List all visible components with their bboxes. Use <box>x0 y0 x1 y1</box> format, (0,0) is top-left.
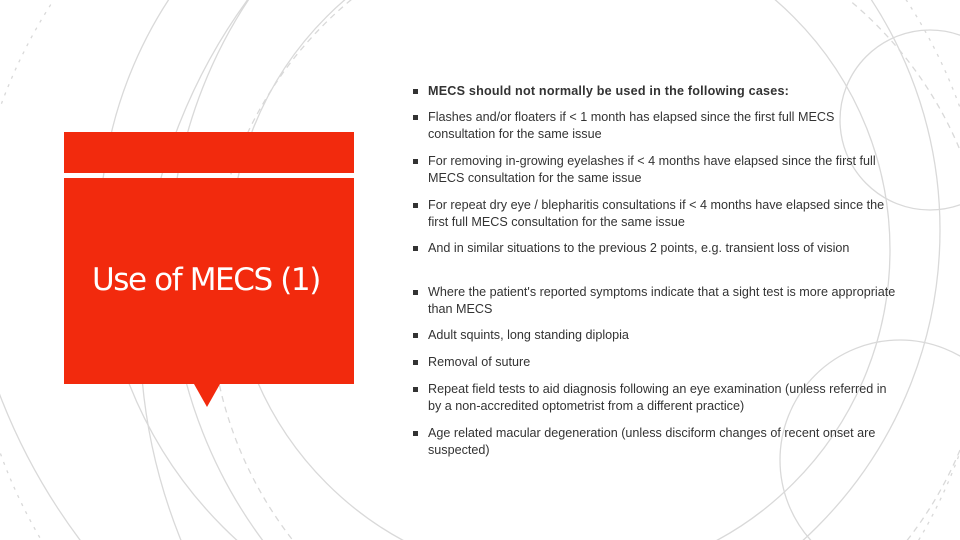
list-item <box>413 381 903 415</box>
list-item <box>413 153 903 187</box>
square-bullet-icon <box>413 290 418 295</box>
square-bullet-icon <box>413 246 418 251</box>
square-bullet-icon <box>413 159 418 164</box>
list-item-text: Removal of suture <box>428 355 531 369</box>
list-item-text: For repeat dry eye / blepharitis consultations if < 4 months have elapsed since the first full MECS consultation for the same issue <box>428 198 885 229</box>
panel-pointer <box>194 384 220 407</box>
list-item <box>413 284 903 318</box>
list-item-text: Flashes and/or floaters if < 1 month has elapsed since the first full MECS consultation for the same issue <box>428 110 835 141</box>
square-bullet-icon <box>413 387 418 392</box>
list-item <box>413 425 903 459</box>
list-item-text: Repeat field tests to aid diagnosis following an eye examination (unless referred in by a non-accredited optometrist from a different practice) <box>428 382 887 413</box>
square-bullet-icon <box>413 431 418 436</box>
list-item-text: Age related macular degeneration (unless disciform changes of recent onset are suspected) <box>428 426 876 457</box>
lead-text: MECS should not normally be used in the following cases: <box>428 84 790 98</box>
list-item <box>413 327 903 344</box>
list-item-text: Where the patient's reported symptoms indicate that a sight test is more appropriate than MECS <box>428 285 896 316</box>
list-item <box>413 354 903 371</box>
slide-title: Use of MECS (1) <box>92 262 320 298</box>
square-bullet-icon <box>413 89 418 94</box>
accent-bar <box>64 132 354 173</box>
square-bullet-icon <box>413 360 418 365</box>
list-item <box>413 240 903 257</box>
square-bullet-icon <box>413 333 418 338</box>
list-item-text: For removing in-growing eyelashes if < 4 months have elapsed since the first full MECS consultation for the same issue <box>428 154 876 185</box>
list-item <box>413 109 903 143</box>
lead-bullet <box>413 83 903 100</box>
list-item-text: Adult squints, long standing diplopia <box>428 328 629 342</box>
list-item-text: And in similar situations to the previous 2 points, e.g. transient loss of vision <box>428 241 850 255</box>
square-bullet-icon <box>413 203 418 208</box>
list-item <box>413 197 903 231</box>
square-bullet-icon <box>413 115 418 120</box>
